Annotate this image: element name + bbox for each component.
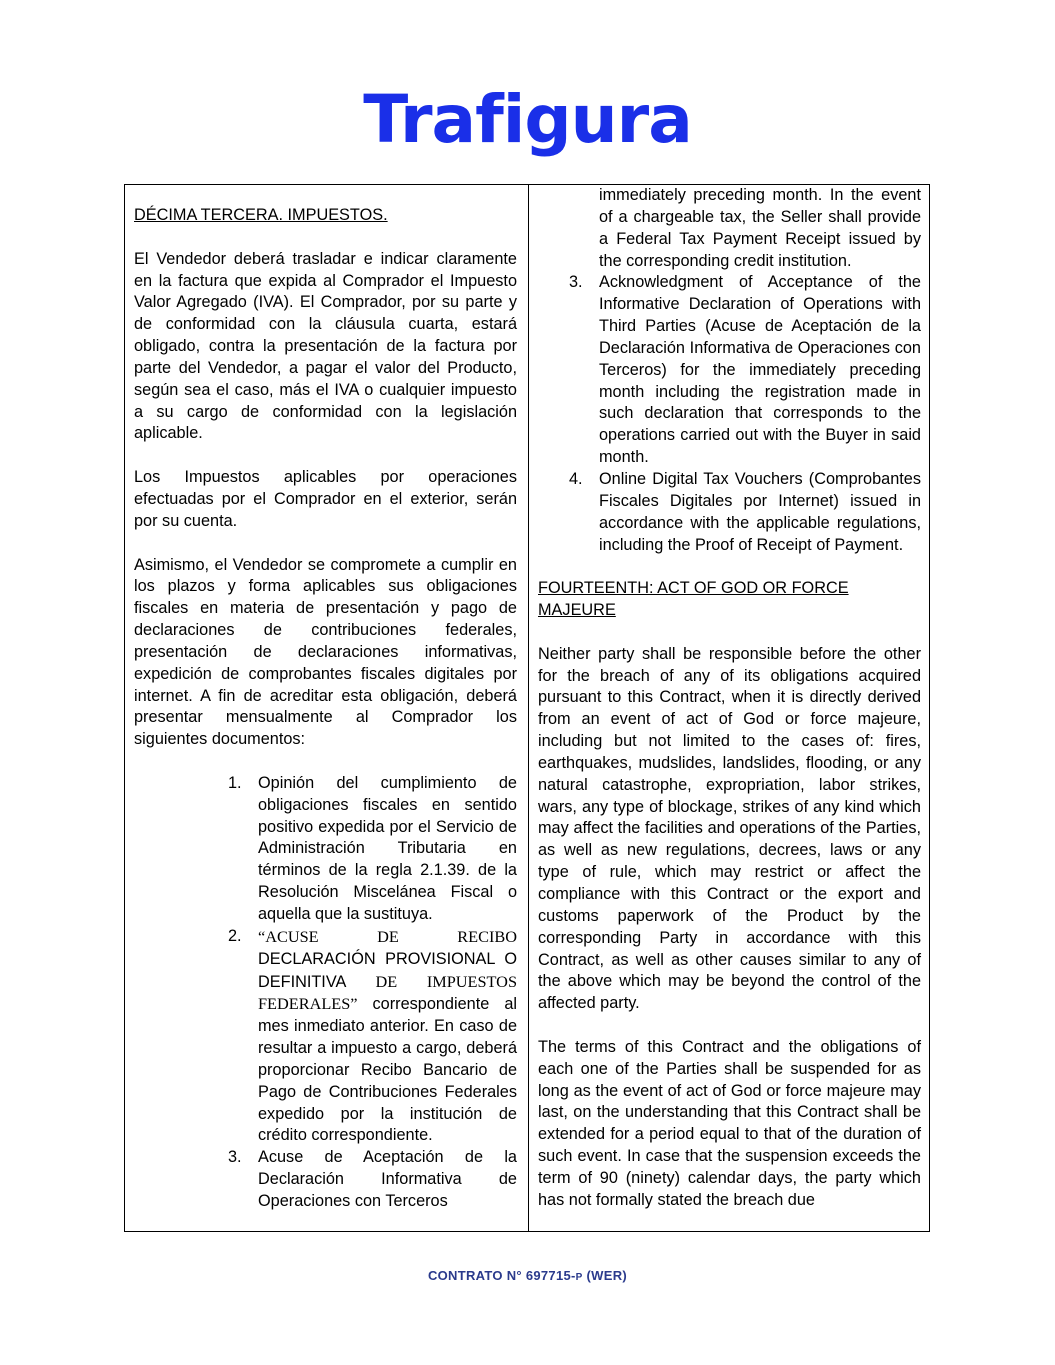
paragraph: Los Impuestos aplicables por operaciones efectuadas por el Comprador en el exterior, serán por su cuenta.	[134, 468, 517, 530]
section-heading-spanish: DÉCIMA TERCERA. IMPUESTOS.	[134, 206, 388, 224]
list-item-text: Opinión del cumplimiento de obligaciones fiscales en sentido positivo expedida por el Servicio de Administración Tributaria en términos de la regla 2.1.39. de la Resolución Miscelánea Fiscal o aquella que la sustituya.	[258, 773, 517, 923]
list-item-text: Online Digital Tax Vouchers (Comprobantes Fiscales Digitales por Internet) issued in accordance with the applicable regulations, including the Proof of Receipt of Payment.	[599, 469, 921, 554]
document-list-spanish	[134, 773, 517, 1213]
list-number: 1.	[228, 773, 242, 792]
list-item-text: “ACUSE DE RECIBO	[258, 926, 517, 946]
list-item-text: Acuse de Aceptación de la Declaración Informativa de Operaciones con Terceros	[258, 1148, 517, 1210]
footer-small: P	[575, 1272, 583, 1283]
list-number: 3.	[569, 273, 583, 292]
footer-prefix: CONTRATO N° 697715-	[427, 1268, 576, 1283]
paragraph: El Vendedor deberá trasladar e indicar claramente en la factura que expida al Comprador el Impuesto Valor Agregado (IVA). El Comprador, por su parte y de conformidad con la cláusula cuarta, estará obligado, contra la presentación de la factura por parte del Vendedor, a pagar el valor del Producto, según sea el caso, más el IVA o cualquier impuesto a su cargo de conformidad con la legislación aplicable.	[134, 249, 517, 443]
list-item	[538, 272, 921, 469]
paragraph: Neither party shall be responsible before the other for the breach of any of its obligations acquired pursuant to this Contract, when it is directly derived from an event of act of God or force majeure, including but not limited to the cases of: fires, earthquakes, mudslides, landslides, flooding, or any natural catastrophe, expropriation, labor strikes, wars, any type of blockage, strikes of any kind which may affect the facilities and operations of the Parties, as well as new regulations, decrees, laws or any type of rule, which may restrict or affect the compliance with this Contract or the export and customs paperwork of the Product by the corresponding Party in accordance with this Contract, as well as other causes similar to any of the above which may be beyond the control of the affected party.	[538, 644, 921, 1013]
list-item	[134, 926, 517, 1147]
list-item	[134, 773, 517, 926]
section-heading-english: FOURTEENTH: ACT OF GOD OR FORCE MAJEURE	[538, 579, 849, 620]
list-number: 4.	[569, 469, 583, 488]
footer-suffix: (WER)	[582, 1268, 628, 1283]
list-item-continuation: immediately preceding month. In the event of a chargeable tax, the Seller shall provide a Federal Tax Payment Receipt issued by the corresponding credit institution.	[599, 186, 921, 270]
list-item	[134, 1147, 517, 1213]
contract-number-footer	[0, 1268, 1055, 1283]
list-item-text: Acknowledgment of Acceptance of the Informative Declaration of Operations with Third Parties (Acuse de Aceptación de la Declaración Informativa de Operaciones con Terceros) for the immediately preceding month including the registration made in such declaration that corresponds to the operations carried out with the Buyer in said month.	[599, 273, 921, 467]
trafigura-logo: Trafigura	[363, 81, 692, 158]
list-number: 2.	[228, 926, 242, 945]
contract-table	[124, 184, 930, 1232]
english-column	[529, 185, 929, 1231]
list-item-text: correspondiente al mes inmediato anterior. En caso de resultar a impuesto a cargo, deberá proporcionar Recibo Bancario de Pago de Contribuciones Federales expedido por la institución de crédito correspondiente.	[258, 995, 517, 1145]
paragraph: The terms of this Contract and the obligations of each one of the Parties shall be suspended for as long as the event of act of God or force majeure may last, on the understanding that this Contract shall be extended for a period equal to that of the duration of such event. In case that the suspension exceeds the term of 90 (ninety) calendar days, the party which has not formally stated the breach due	[538, 1037, 921, 1209]
document-list-english	[538, 272, 921, 556]
spanish-column	[125, 185, 529, 1231]
list-item-text: DE IMPUESTOS FEDERALES”	[258, 971, 517, 1014]
list-item	[538, 469, 921, 556]
list-item-text: DECLARACIÓN PROVISIONAL O DEFINITIVA	[258, 949, 517, 991]
paragraph: Asimismo, el Vendedor se compromete a cumplir en los plazos y forma aplicables sus obligaciones fiscales en materia de presentación y pago de declaraciones de contribuciones federales, presentación de declaraciones informativas, expedición de comprobantes fiscales digitales por internet. A fin de acreditar esta obligación, deberá presentar mensualmente al Comprador los siguientes documentos:	[134, 555, 517, 749]
list-number: 3.	[228, 1148, 242, 1167]
